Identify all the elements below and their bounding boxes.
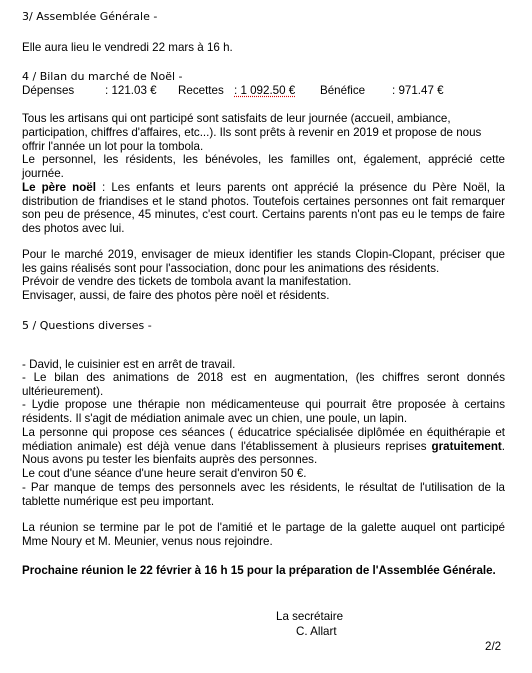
s5-item6: - Par manque de temps des personnels avec les résidents, le résultat de l'utilisation de la tablette numérique est peu important. bbox=[22, 481, 505, 508]
benefice-label: Bénéfice bbox=[320, 84, 366, 97]
signature-role: La secrétaire bbox=[276, 610, 344, 623]
s5-item4-text: La personne qui propose ces séances ( éducatrice spécialisée diplômée en équithérapie et médiation animale) est déjà venue dans l'établissement à plusieurs reprises bbox=[22, 426, 505, 453]
s5-item2: - Le bilan des animations de 2018 est en augmentation, (les chiffres seront donnés ultérieurement). bbox=[22, 371, 505, 398]
s4-paragraph6: Envisager, aussi, de faire des photos père noël et résidents. bbox=[22, 289, 330, 302]
s4-paragraph3 bbox=[22, 181, 505, 235]
pere-noel-text: : Les enfants et leurs parents ont apprécié la présence du Père Noël, la distribution de friandises et le stand photos. Toutefois certaines personnes ont fait remarquer son peu de présence, 45 minutes, c'est court. Certains parents n'ont pas eu le temps de faire des photos avec lui. bbox=[22, 181, 506, 235]
s5-item4-bold: gratuitement bbox=[431, 439, 502, 453]
s5-item4-end: . Nous avons pu tester les bienfaits auprès des personnes. bbox=[22, 439, 505, 467]
depenses-value: : 121.03 € bbox=[105, 84, 157, 97]
s4-paragraph1-line1: Tous les artisans qui ont participé sont satisfaits de leur journée (accueil, ambiance, bbox=[22, 112, 451, 125]
s4-paragraph4: Pour le marché 2019, envisager de mieux identifier les stands Clopin-Clopant, préciser que les gains réalisés sont pour l'association, donc pour les animations des résidents. bbox=[22, 248, 505, 275]
closing-paragraph: La réunion se termine par le pot de l'amitié et le partage de la galette auquel ont participé Mme Noury et M. Meunier, venus nous rejoindre. bbox=[22, 521, 505, 548]
next-meeting: Prochaine réunion le 22 février à 16 h 15 pour la préparation de l'Assemblée Générale. bbox=[22, 564, 496, 577]
s5-item5: Le cout d'une séance d'une heure serait d'environ 50 €. bbox=[22, 467, 307, 480]
section5-heading: 5 / Questions diverses - bbox=[22, 319, 152, 332]
s5-item3: - Lydie propose une thérapie non médicamenteuse qui pourrait être proposée à certains résidents. Il s'agit de médiation animale avec un chien, une poule, un lapin. bbox=[22, 398, 505, 425]
s4-paragraph1-line2: participation, chiffres d'affaires, etc...). Ils sont prêts à revenir en 2019 et propose de nous bbox=[22, 126, 482, 139]
s5-item1: - David, le cuisinier est en arrêt de travail. bbox=[22, 358, 236, 371]
benefice-value: : 971.47 € bbox=[392, 84, 444, 97]
s4-paragraph5: Prévoir de vendre des tickets de tombola avant la manifestation. bbox=[22, 275, 352, 288]
s5-item4 bbox=[22, 426, 505, 467]
signature-name: C. Allart bbox=[296, 625, 337, 638]
s4-paragraph2: Le personnel, les résidents, les bénévoles, les familles ont, également, apprécié cette journée. bbox=[22, 153, 505, 180]
page-number: 2/2 bbox=[485, 640, 502, 653]
pere-noel-label: Le père noël bbox=[22, 181, 96, 194]
section3-heading: 3/ Assemblée Générale - bbox=[22, 10, 158, 23]
recettes-value: : 1 092.50 € bbox=[234, 84, 296, 97]
s4-paragraph1-line3: offrir l'année un lot pour la tombola. bbox=[22, 140, 204, 153]
section3-text: Elle aura lieu le vendredi 22 mars à 16 h. bbox=[22, 41, 233, 54]
section4-heading: 4 / Bilan du marché de Noël - bbox=[22, 70, 183, 83]
recettes-label: Recettes bbox=[178, 84, 224, 97]
depenses-label: Dépenses bbox=[22, 84, 75, 97]
